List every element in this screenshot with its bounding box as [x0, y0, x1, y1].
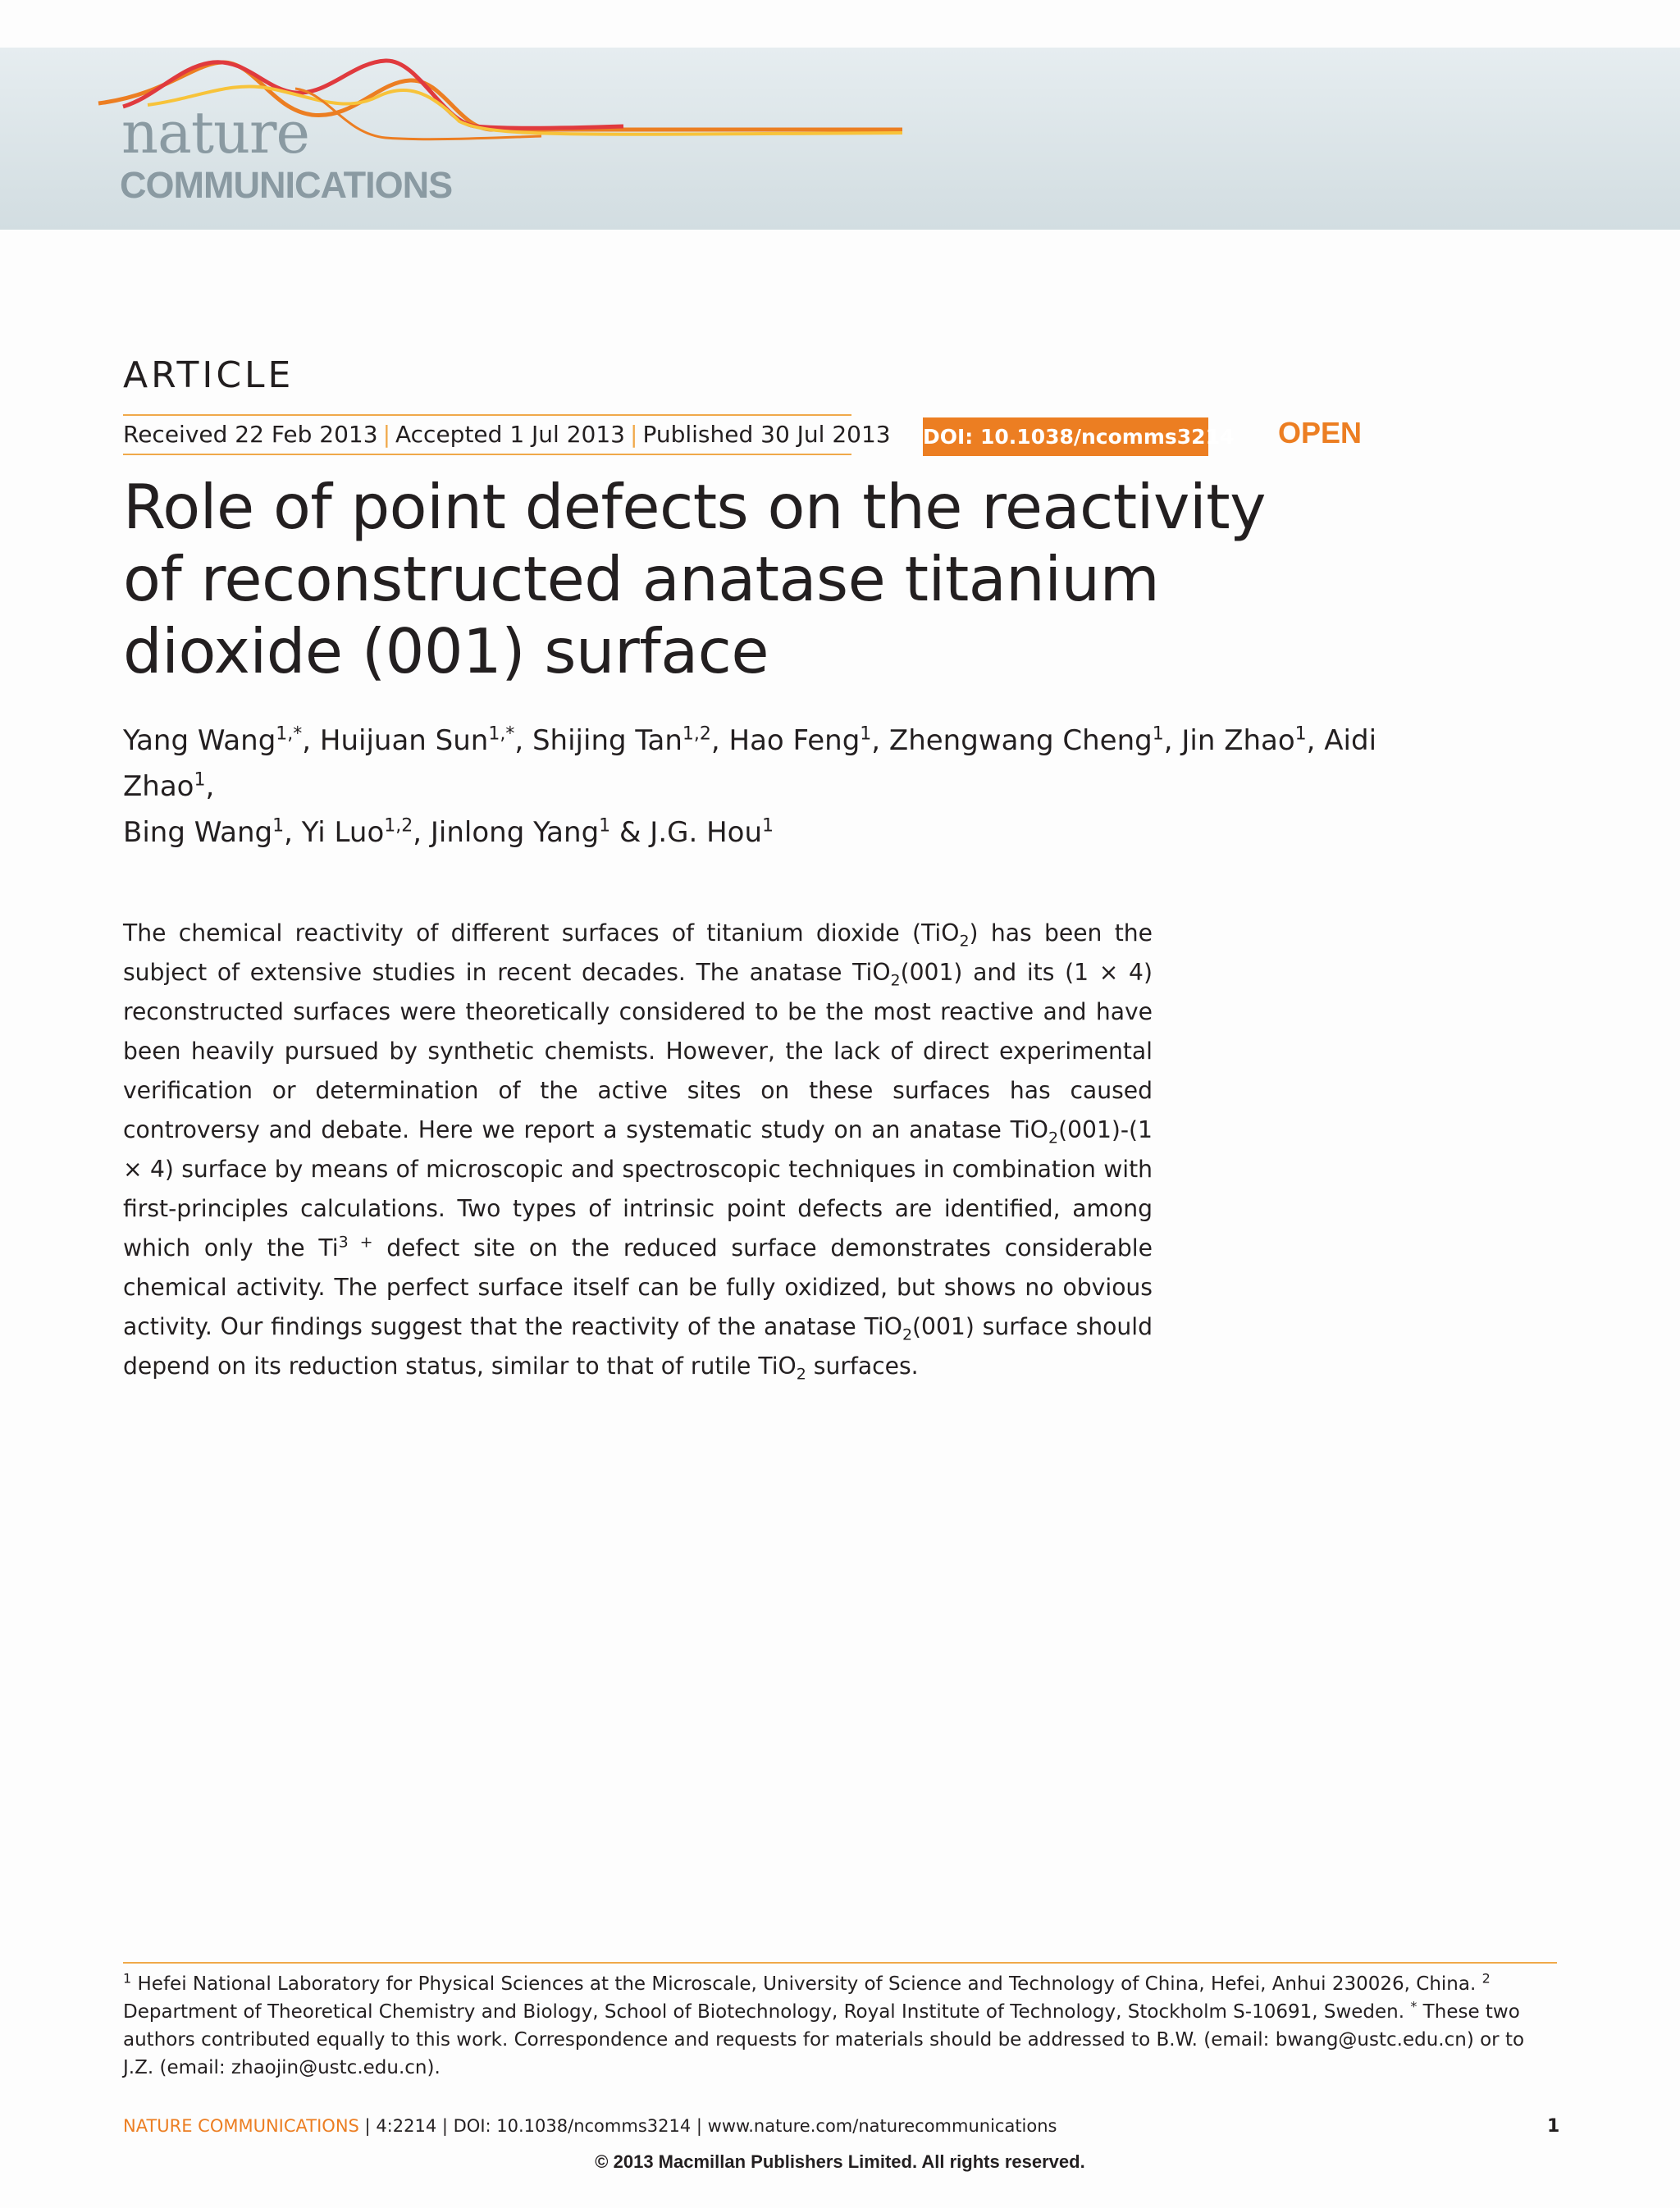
author-affiliation: 1,2: [682, 723, 711, 745]
journal-banner: [0, 48, 1680, 230]
author-separator: ,: [1306, 724, 1325, 757]
open-access-label: OPEN: [1278, 416, 1363, 449]
author-separator: ,: [284, 816, 302, 849]
footer-url[interactable]: www.nature.com/naturecommunications: [707, 2116, 1057, 2136]
subscript: 2: [796, 1365, 806, 1384]
article-type: ARTICLE: [123, 354, 294, 396]
abstract-text: ) has been the subject of extensive studies in recent decades. The anatase TiO: [123, 919, 1153, 986]
author-separator: ,: [205, 770, 215, 803]
author-name[interactable]: Jin Zhao: [1181, 724, 1295, 757]
author-name[interactable]: Bing Wang: [123, 816, 273, 849]
author-affiliation: 1: [599, 815, 611, 837]
author-affiliation: 1: [1152, 723, 1164, 745]
affiliations-footnote: [123, 1970, 1559, 2082]
accepted-date: Accepted 1 Jul 2013: [395, 421, 625, 448]
footer-journal: NATURE COMMUNICATIONS: [123, 2116, 359, 2136]
author-separator: &: [610, 816, 651, 849]
author-separator: ,: [710, 724, 729, 757]
abstract-text: (001) and its (1 × 4) reconstructed surfaces were theoretically considered to be the most reactive and have been heavily pursued by synthetic chemists. However, the lack of direct experimental verification or determination of the active sites on these surfaces has caused controversy and debate. Here we report a systematic study on an anatase TiO: [123, 959, 1153, 1143]
subscript: 2: [890, 971, 901, 990]
footer-separator: |: [358, 2116, 377, 2136]
abstract-text: The chemical reactivity of different surfaces of titanium dioxide (TiO: [123, 919, 960, 947]
author-list: [123, 718, 1436, 855]
footnote-marker: *: [1410, 1998, 1418, 2014]
author-affiliation: 1: [1294, 723, 1307, 745]
author-separator: ,: [1163, 724, 1182, 757]
author-name[interactable]: Yi Luo: [301, 816, 385, 849]
footnote-text: Department of Theoretical Chemistry and Biology, School of Biotechnology, Royal Institute of Technology, Stockholm S-10691, Sweden.: [123, 2001, 1411, 2023]
author-name[interactable]: J.G. Hou: [650, 816, 763, 849]
subscript: 2: [902, 1325, 913, 1344]
author-affiliation: 1: [272, 815, 285, 837]
article-dates: [123, 414, 891, 455]
copyright-notice: © 2013 Macmillan Publishers Limited. All rights reserved.: [595, 2151, 1085, 2172]
footnote-marker: 2: [1481, 1970, 1491, 1987]
author-separator: ,: [871, 724, 889, 757]
footer-volume: 4:2214: [376, 2116, 437, 2136]
footer-doi[interactable]: DOI: 10.1038/ncomms3214: [453, 2116, 692, 2136]
footnote-divider: [123, 1962, 1557, 1964]
author-affiliation: 1,*: [276, 723, 303, 745]
footnote-text: These two authors contributed equally to this work. Correspondence and requests for materials should be addressed to B.W. (email: bwang@ustc.edu.cn) or to J.Z. (email: zhaojin@ustc.edu.cn).: [123, 2001, 1525, 2078]
author-affiliation: 1: [860, 723, 872, 745]
author-affiliation: 1: [762, 815, 774, 837]
subscript: 2: [959, 932, 970, 951]
author-affiliation: 1: [194, 769, 206, 791]
footnote-marker: 1: [123, 1970, 132, 1987]
author-name[interactable]: Aidi Zhao: [123, 724, 1377, 803]
author-affiliation: 1,2: [384, 815, 413, 837]
logo-nature: nature: [121, 99, 309, 167]
author-affiliation: 1,*: [488, 723, 515, 745]
doi-badge[interactable]: DOI: 10.1038/ncomms3214: [923, 417, 1208, 456]
footer-separator: |: [691, 2116, 708, 2136]
abstract-text: defect site on the reduced surface demonstrates considerable chemical activity. The perfect surface itself can be fully oxidized, but shows no obvious activity. Our findings suggest that the reactivity of the anatase TiO: [123, 1234, 1153, 1340]
abstract: [123, 914, 1153, 1386]
article-title: Role of point defects on the reactivity of reconstructed anatase titanium dioxide (001) surface: [123, 471, 1267, 687]
footnote-text: Hefei National Laboratory for Physical Sciences at the Microscale, University of Science and Technology of China, Hefei, Anhui 230026, China.: [131, 1973, 1482, 1995]
abstract-text: surfaces.: [806, 1353, 919, 1380]
logo-communications: COMMUNICATIONS: [120, 164, 453, 206]
author-separator: ,: [413, 816, 431, 849]
published-date: Published 30 Jul 2013: [642, 421, 891, 448]
author-name[interactable]: Zhengwang Cheng: [888, 724, 1153, 757]
author-name[interactable]: Shijing Tan: [532, 724, 682, 757]
received-date: Received 22 Feb 2013: [123, 421, 378, 448]
superscript: 3 +: [338, 1233, 373, 1252]
abstract-text: (001)-(1 × 4) surface by means of microscopic and spectroscopic techniques in combination with first-principles calculations. Two types of intrinsic point defects are identified, among which only the Ti: [123, 1116, 1153, 1261]
author-name[interactable]: Jinlong Yang: [430, 816, 600, 849]
author-separator: ,: [514, 724, 532, 757]
author-name[interactable]: Huijuan Sun: [319, 724, 489, 757]
date-separator: |: [630, 421, 638, 448]
author-name[interactable]: Yang Wang: [123, 724, 276, 757]
footer-separator: |: [436, 2116, 454, 2136]
date-separator: |: [382, 421, 390, 448]
author-separator: ,: [302, 724, 320, 757]
page-footer: [123, 2118, 1559, 2135]
author-name[interactable]: Hao Feng: [728, 724, 861, 757]
page-number: 1: [1547, 2116, 1560, 2137]
subscript: 2: [1048, 1129, 1059, 1147]
abstract-text: (001) surface should depend on its reduction status, similar to that of rutile TiO: [123, 1313, 1153, 1380]
